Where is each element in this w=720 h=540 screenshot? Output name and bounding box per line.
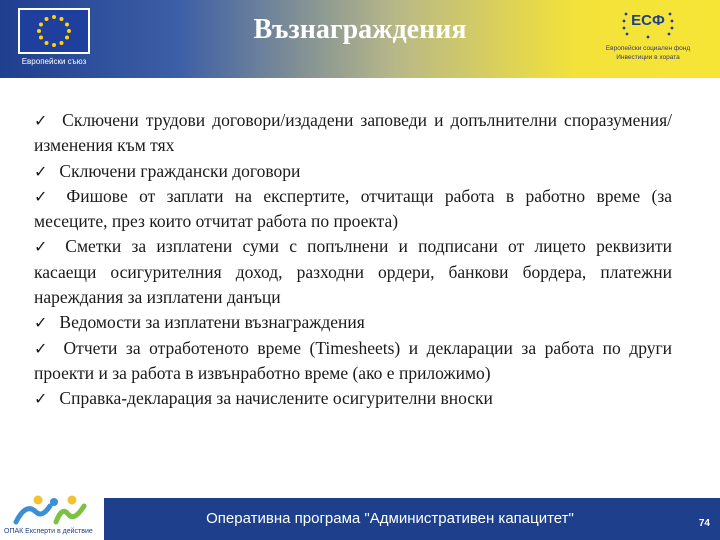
- eu-logo: [8, 4, 100, 70]
- eu-logo-caption: Европейски съюз: [21, 57, 87, 66]
- list-item: [34, 234, 672, 310]
- checkmark-icon: ✓: [34, 111, 51, 130]
- programme-name: Оперативна програма "Административен капацитет": [206, 510, 574, 527]
- list-item-text: Справка-декларация за начислените осигурителни вноски: [59, 388, 493, 409]
- list-item: [34, 336, 672, 387]
- header-band: [0, 0, 720, 78]
- esf-mark-icon: [620, 6, 676, 40]
- esf-logo: [588, 2, 708, 72]
- list-item: [34, 159, 672, 184]
- list-item-text: Сключени трудови договори/издадени заповеди и допълнителни споразумения/изменения към тях: [34, 110, 672, 156]
- list-item-text: Ведомости за изплатени възнаграждения: [59, 312, 365, 333]
- checkmark-icon: ✓: [34, 237, 54, 257]
- opac-logo-icon: [10, 494, 100, 526]
- slide-title: Възнаграждения: [253, 14, 467, 45]
- checkmark-icon: ✓: [34, 161, 48, 181]
- list-item-text: Сметки за изплатени суми с попълнени и подписани от лицето реквизити касаещи осигурителния доход, разходни ордери, банкови бордера, платежни нареждания за изплатени данъци: [34, 236, 673, 308]
- esf-logo-caption: [588, 44, 708, 62]
- esf-caption-line1: Европейски социален фонд: [605, 45, 691, 52]
- esf-logo-text: ЕСФ: [631, 12, 665, 29]
- checkmark-icon: ✓: [34, 389, 48, 409]
- page-number: 74: [698, 518, 710, 529]
- list-item: [34, 310, 672, 335]
- list-item-text: Отчети за отработеното време (Timesheets) и декларации за работа по други проекти и за работа в извънработно време (ако е приложимо): [34, 337, 673, 383]
- list-item: [34, 184, 672, 235]
- list-item-text: Фишове от заплати на експертите, отчитащи работа в работно време (за месеците, през които отчитат работа по проекта): [34, 185, 672, 232]
- list-item-text: Сключени граждански договори: [59, 160, 301, 181]
- list-item: [34, 386, 672, 411]
- eu-flag-icon: [18, 8, 90, 54]
- requirements-list: [34, 108, 672, 412]
- checkmark-icon: ✓: [34, 186, 55, 206]
- opac-logo-caption: ОПАК Експерти в действие: [4, 528, 93, 535]
- esf-caption-line2: Инвестиции в хората: [616, 54, 680, 61]
- list-item: [34, 108, 672, 159]
- checkmark-icon: ✓: [34, 313, 48, 333]
- checkmark-icon: ✓: [34, 338, 52, 358]
